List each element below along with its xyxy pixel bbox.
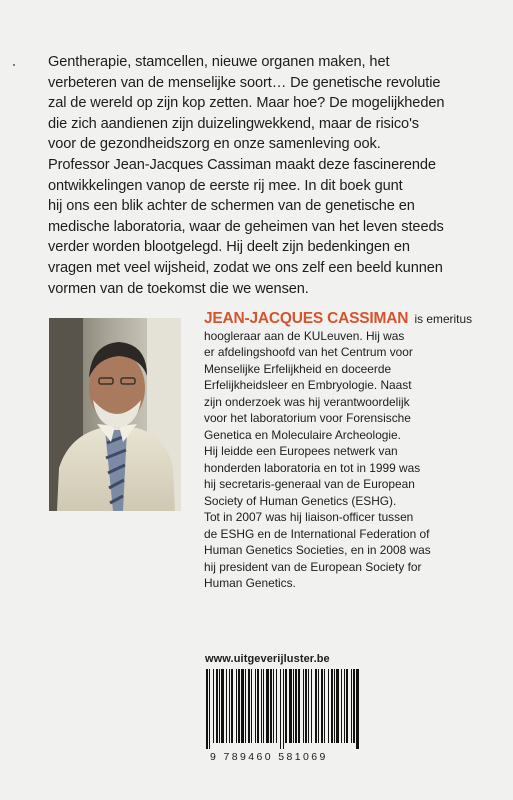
publisher-url: www.uitgeverijluster.be [205,653,330,665]
barcode-bar [276,669,277,743]
barcode-bar [251,669,252,743]
barcode-bar [315,669,317,743]
blurb-line: voor de gezondheidszorg en onze samenleving ook. [48,136,381,153]
bio-line: Hij leidde een Europees netwerk van [204,444,398,458]
barcode-bar [346,669,348,743]
blurb-line: zal de wereld op zijn kop zetten. Maar hoe? De mogelijkheden [48,95,445,112]
barcode-bar [295,669,297,743]
barcode-bar [356,669,359,749]
blurb-line: verbeteren van de menselijke soort… De genetische revolutie [48,74,441,91]
barcode-bar [248,669,250,743]
barcode-bar [221,669,224,743]
bio-line: zijn onderzoek was hij verantwoordelijk [204,394,410,409]
blurb-line: hij ons een blik achter de schermen van de genetische en [48,198,415,215]
isbn-number: 9 789460 581069 [210,751,328,763]
barcode-bar [303,669,304,743]
bio-line: Tot in 2007 was hij liaison-officer tussen [204,510,414,524]
bio-line: hoogleraar aan de KULeuven. Hij was [204,328,405,343]
bio-line: Genetica en Moleculaire Archeologie. [204,427,401,442]
bio-line: Menselijke Erfelijkheid en doceerde [204,361,392,376]
barcode-bar [336,669,339,743]
barcode-bar [229,669,230,743]
barcode-bar [206,669,208,749]
blurb-line: vormen van de toekomst die we wensen. [48,280,309,297]
author-portrait-illustration [49,318,181,511]
barcode-bar [334,669,335,743]
barcode-bar [257,669,259,743]
print-speck [13,64,15,66]
barcode-bar [226,669,227,743]
bio-line: hij president van de European Society for [204,559,422,574]
barcode-bar [289,669,292,743]
barcode-bar [231,669,233,743]
barcode-bar [331,669,333,743]
blurb-line: medische laboratoria, waar de geheimen van het leven steeds [48,218,444,235]
author-bio [204,311,504,592]
barcode-bar [266,669,269,743]
barcode-bar [341,669,342,743]
barcode-bar [285,669,287,743]
barcode-bar [263,669,264,743]
blurb-line: die zich aandienen zijn duizelingwekkend, maar de risico's [48,115,419,132]
barcode-bar [328,669,329,743]
blurb-line: Gentherapie, stamcellen, nieuwe organen maken, het [48,54,390,70]
author-photo [49,318,181,511]
barcode-bar [321,669,323,743]
bio-line: voor het laboratorium voor Forensische [204,411,411,425]
barcode-bar [219,669,220,743]
author-name: JEAN-JACQUES CASSIMAN [204,310,409,327]
barcode-bar [351,669,352,743]
barcode-bar [213,669,214,743]
barcode-bar [238,669,240,743]
bio-line: honderden laboratoria en tot in 1999 was [204,460,421,475]
barcode-bar [255,669,256,743]
barcode-bar [236,669,237,743]
barcode-bar [305,669,307,743]
barcode-bar [311,669,312,743]
barcode-bar [270,669,272,743]
blurb-line: Professor Jean-Jacques Cassiman maakt deze fascinerende [48,156,436,173]
barcode-bars [203,669,363,749]
barcode-bar [318,669,319,743]
bio-line: Human Genetics Societies, en in 2008 was [204,543,431,557]
barcode-bar [324,669,325,743]
barcode-bar [280,669,281,749]
barcode-bar [283,669,284,749]
barcode [203,669,363,761]
bio-line: hij secretaris-generaal van de European [204,477,415,491]
barcode-bar [209,669,210,749]
bio-line: is emeritus [414,312,473,326]
barcode-bar [298,669,300,743]
barcode-bar [245,669,246,743]
barcode-bar [241,669,244,743]
bio-line: de ESHG en de International Federation of [204,526,430,541]
blurb-line: vragen met veel wijsheid, zodat we ons zelf een beeld kunnen [48,259,443,276]
barcode-bar [293,669,294,743]
back-cover-blurb [48,52,478,299]
barcode-bar [308,669,309,743]
bio-line: Human Genetics. [204,576,296,590]
barcode-bar [216,669,218,743]
blurb-line: ontwikkelingen vanop de eerste rij mee. In dit boek gunt [48,177,403,194]
barcode-bar [344,669,345,743]
barcode-bar [273,669,274,743]
barcode-bar [353,669,355,743]
barcode-bar [261,669,262,743]
bio-line: er afdelingshoofd van het Centrum voor [204,345,413,359]
bio-line: Erfelijkheidsleer en Embryologie. Naast [204,378,412,392]
blurb-line: verder worden blootgelegd. Hij deelt zijn bedenkingen en [48,239,410,256]
bio-line: Society of Human Genetics (ESHG). [204,493,397,508]
